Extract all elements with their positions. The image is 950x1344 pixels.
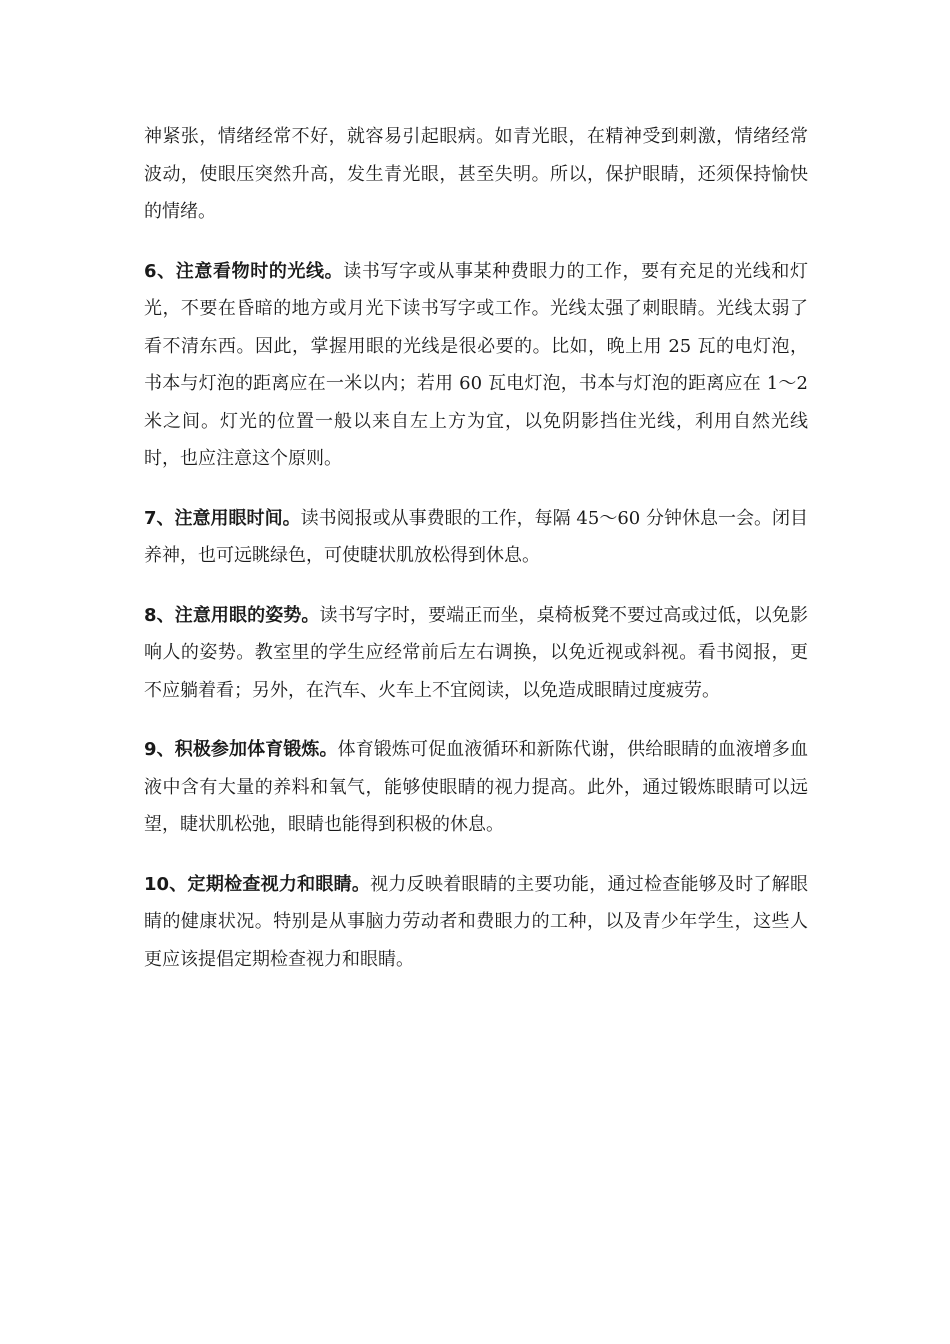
paragraph-continuation: [144, 118, 808, 231]
paragraph-posture: [144, 597, 808, 710]
paragraph-body: 读书写字时，要端正而坐，桌椅板凳不要过高或过低，以免影响人的姿势。教室里的学生应经常前后左右调换，以免近视或斜视。看书阅报，更不应躺着看；另外，在汽车、火车上不宜阅读，以免造成眼睛过度疲劳。: [144, 604, 809, 701]
paragraph-exercise: [144, 731, 808, 844]
paragraph-body: 视力反映着眼睛的主要功能，通过检查能够及时了解眼睛的健康状况。特别是从事脑力劳动者和费眼力的工种，以及青少年学生，这些人更应该提倡定期检查视力和眼睛。: [144, 873, 808, 970]
paragraph-lighting: [144, 253, 808, 478]
paragraph-eye-time: [144, 500, 808, 575]
paragraph-heading: 6、注意看物时的光线。: [144, 260, 344, 282]
paragraph-body: 读书阅报或从事费眼的工作，每隔 45～60 分钟休息一会。闭目养神，也可远眺绿色，可使睫状肌放松得到休息。: [144, 507, 809, 566]
paragraph-heading: 9、积极参加体育锻炼。: [144, 739, 338, 760]
paragraph-heading: 10、定期检查视力和眼睛。: [144, 873, 371, 895]
paragraph-checkup: [144, 866, 808, 979]
document-page: [144, 118, 808, 1000]
paragraph-body: 读书写字或从事某种费眼力的工作，要有充足的光线和灯光，不要在昏暗的地方或月光下读书写字或工作。光线太强了刺眼睛。光线太弱了看不清东西。因此，掌握用眼的光线是很必要的。比如，晚上用 25 瓦的电灯泡，书本与灯泡的距离应在一米以内；若用 60 瓦电灯泡，书本与灯泡的距离应在 1～2 米之间。灯光的位置一般以来自左上方为宜，以免阴影挡住光线，利用自然光线时，也应注意这个原则。: [144, 260, 809, 469]
paragraph-heading: 8、注意用眼的姿势。: [144, 604, 320, 626]
paragraph-body: 体育锻炼可促血液循环和新陈代谢，供给眼睛的血液增多血液中含有大量的养料和氧气，能够使眼睛的视力提高。此外，通过锻炼眼睛可以远望，睫状肌松弛，眼睛也能得到积极的休息。: [144, 739, 808, 835]
paragraph-heading: 7、注意用眼时间。: [144, 507, 301, 529]
paragraph-body: 神紧张，情绪经常不好，就容易引起眼病。如青光眼，在精神受到刺激，情绪经常波动，使眼压突然升高，发生青光眼，甚至失明。所以，保护眼睛，还须保持愉快的情绪。: [144, 126, 808, 222]
